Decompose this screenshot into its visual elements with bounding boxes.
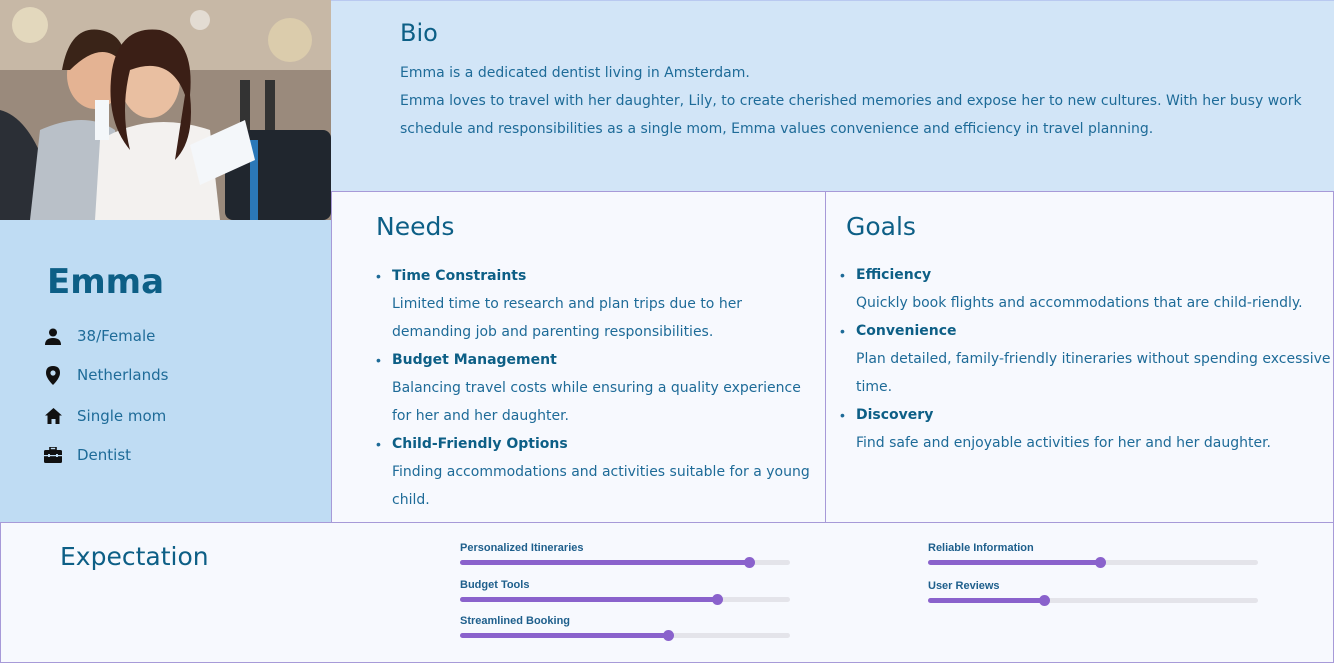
needs-section [331,191,826,523]
bio-line-1: Emma is a dedicated dentist living in Amsterdam. [400,65,750,81]
needs-title: Needs [376,212,455,241]
list-item [840,261,1334,317]
expectation-bar-fill [460,633,668,638]
occupation-row [44,446,131,464]
need-description: Finding accommodations and activities suitable for a young child. [392,464,810,508]
family-text: Single mom [77,407,167,425]
need-title: • Child-Friendly Options [392,436,568,452]
list-item [376,262,812,346]
bio-title: Bio [400,19,438,47]
briefcase-icon [44,446,62,464]
location-pin-icon [44,366,62,384]
bio-section [331,0,1334,192]
expectation-bar-knob [712,594,723,605]
expectation-bar-track [460,560,790,565]
expectation-bar-track [928,598,1258,603]
profile-photo [0,0,331,220]
list-item [840,317,1334,401]
goals-title: Goals [846,212,916,241]
goal-description: Find safe and enjoyable activities for her and her daughter. [856,435,1271,451]
goal-description: Quickly book flights and accommodations that are child-riendly. [856,295,1303,311]
bio-text [400,59,1304,143]
expectation-bar-knob [744,557,755,568]
location-text: Netherlands [77,366,169,384]
expectation-bar-fill [928,598,1044,603]
profile-panel [0,220,331,522]
goal-description: Plan detailed, family-friendly itineraries without spending excessive time. [856,351,1331,395]
expectation-bar-knob [1039,595,1050,606]
expectation-bar [928,541,1258,565]
person-icon [44,327,62,345]
needs-list [376,262,812,514]
list-item [840,401,1334,457]
expectation-bar [460,578,790,602]
location-row [44,366,168,384]
goals-section [825,191,1334,523]
home-icon [44,407,62,425]
expectation-title: Expectation [60,542,209,571]
age-gender-row [44,327,155,345]
expectation-bar-track [460,633,790,638]
need-description: Balancing travel costs while ensuring a quality experience for her and her daughter. [392,380,801,424]
list-item [376,430,812,514]
expectation-bar-knob [1095,557,1106,568]
expectation-bar-label: Budget Tools [460,579,530,591]
need-title: • Time Constraints [392,268,527,284]
expectation-bar-label: User Reviews [928,580,1000,592]
mother-daughter-photo [0,0,331,220]
expectation-bar [460,614,790,638]
expectation-bar [460,541,790,565]
need-title: • Budget Management [392,352,557,368]
bio-line-2: Emma loves to travel with her daughter, Lily, to create cherished memories and expose her to new cultures. With her busy work schedule and responsibilities as a single mom, Emma values convenience and efficiency in travel planning. [400,93,1302,137]
expectation-section [0,522,1334,663]
persona-name: Emma [47,262,165,302]
expectation-bar-fill [928,560,1100,565]
expectation-bar-label: Personalized Itineraries [460,542,584,554]
need-description: Limited time to research and plan trips due to her demanding job and parenting responsibilities. [392,296,743,340]
expectation-bar-label: Reliable Information [928,542,1034,554]
expectation-bar-label: Streamlined Booking [460,615,571,627]
occupation-text: Dentist [77,446,132,464]
expectation-bar-fill [460,597,717,602]
goal-title: • Convenience [856,323,957,339]
expectation-bar-track [928,560,1258,565]
expectation-bar-fill [460,560,749,565]
goal-title: • Efficiency [856,267,932,283]
family-row [44,407,166,425]
goal-title: • Discovery [856,407,934,423]
age-gender-text: 38/Female [77,327,156,345]
expectation-bar-knob [663,630,674,641]
goals-list [840,261,1334,457]
expectation-bar [928,579,1258,603]
list-item [376,346,812,430]
expectation-bar-track [460,597,790,602]
